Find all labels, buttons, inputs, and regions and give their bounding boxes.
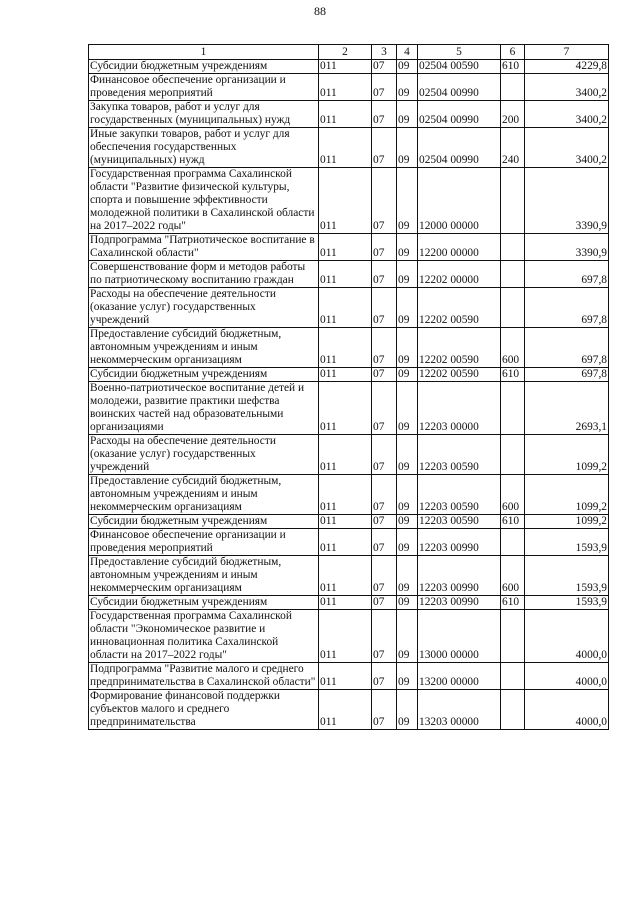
expense-type-cell: 610 [501, 596, 525, 610]
ministry-code-cell: 011 [319, 475, 372, 515]
target-article-cell: 12203 00990 [418, 596, 501, 610]
expense-type-cell [501, 610, 525, 663]
row-name-cell: Финансовое обеспечение организации и проведения мероприятий [89, 529, 319, 556]
expense-type-cell: 600 [501, 328, 525, 368]
amount-cell: 1099,2 [525, 475, 609, 515]
column-header: 7 [525, 45, 609, 60]
amount-cell: 1593,9 [525, 529, 609, 556]
table-row [89, 382, 609, 435]
section-code-cell: 07 [372, 663, 397, 690]
expense-type-cell [501, 435, 525, 475]
table-row [89, 60, 609, 74]
row-name-cell: Закупка товаров, работ и услуг для государственных (муниципальных) нужд [89, 101, 319, 128]
amount-cell: 3400,2 [525, 128, 609, 168]
table-row [89, 475, 609, 515]
row-name-cell: Иные закупки товаров, работ и услуг для обеспечения государственных (муниципальных) нужд [89, 128, 319, 168]
target-article-cell: 02504 00990 [418, 101, 501, 128]
expense-type-cell: 610 [501, 60, 525, 74]
section-code-cell: 07 [372, 610, 397, 663]
row-name-cell: Расходы на обеспечение деятельности (оказание услуг) государственных учреждений [89, 288, 319, 328]
subsection-code-cell: 09 [397, 288, 418, 328]
ministry-code-cell: 011 [319, 74, 372, 101]
ministry-code-cell: 011 [319, 610, 372, 663]
amount-cell: 3400,2 [525, 101, 609, 128]
subsection-code-cell: 09 [397, 128, 418, 168]
amount-cell: 1593,9 [525, 556, 609, 596]
target-article-cell: 12202 00590 [418, 368, 501, 382]
subsection-code-cell: 09 [397, 234, 418, 261]
subsection-code-cell: 09 [397, 556, 418, 596]
target-article-cell: 12203 00590 [418, 435, 501, 475]
row-name-cell: Субсидии бюджетным учреждениям [89, 60, 319, 74]
table-row [89, 128, 609, 168]
amount-cell: 1099,2 [525, 435, 609, 475]
ministry-code-cell: 011 [319, 435, 372, 475]
ministry-code-cell: 011 [319, 261, 372, 288]
column-header: 6 [501, 45, 525, 60]
expense-type-cell [501, 382, 525, 435]
ministry-code-cell: 011 [319, 168, 372, 234]
target-article-cell: 12203 00990 [418, 556, 501, 596]
row-name-cell: Предоставление субсидий бюджетным, автономным учреждениям и иным некоммерческим организациям [89, 328, 319, 368]
target-article-cell: 12000 00000 [418, 168, 501, 234]
expense-type-cell [501, 168, 525, 234]
subsection-code-cell: 09 [397, 515, 418, 529]
table-row [89, 368, 609, 382]
amount-cell: 4000,0 [525, 690, 609, 730]
table-row [89, 74, 609, 101]
target-article-cell: 12203 00590 [418, 475, 501, 515]
section-code-cell: 07 [372, 328, 397, 368]
subsection-code-cell: 09 [397, 435, 418, 475]
ministry-code-cell: 011 [319, 368, 372, 382]
subsection-code-cell: 09 [397, 74, 418, 101]
row-name-cell: Формирование финансовой поддержки субъектов малого и среднего предпринимательства [89, 690, 319, 730]
row-name-cell: Военно-патриотическое воспитание детей и молодежи, развитие практики шефства воинских частей над образовательными организациями [89, 382, 319, 435]
table-body [89, 60, 609, 730]
target-article-cell: 13200 00000 [418, 663, 501, 690]
row-name-cell: Совершенствование форм и методов работы по патриотическому воспитанию граждан [89, 261, 319, 288]
target-article-cell: 12203 00000 [418, 382, 501, 435]
column-header: 2 [319, 45, 372, 60]
row-name-cell: Финансовое обеспечение организации и проведения мероприятий [89, 74, 319, 101]
ministry-code-cell: 011 [319, 515, 372, 529]
ministry-code-cell: 011 [319, 60, 372, 74]
section-code-cell: 07 [372, 596, 397, 610]
expense-type-cell [501, 288, 525, 328]
table-row [89, 610, 609, 663]
expense-type-cell: 200 [501, 101, 525, 128]
target-article-cell: 12203 00590 [418, 515, 501, 529]
subsection-code-cell: 09 [397, 101, 418, 128]
target-article-cell: 13000 00000 [418, 610, 501, 663]
section-code-cell: 07 [372, 529, 397, 556]
subsection-code-cell: 09 [397, 368, 418, 382]
amount-cell: 697,8 [525, 368, 609, 382]
table-row [89, 168, 609, 234]
expense-type-cell: 610 [501, 515, 525, 529]
expense-type-cell [501, 690, 525, 730]
table-row [89, 529, 609, 556]
target-article-cell: 12203 00990 [418, 529, 501, 556]
expense-type-cell [501, 663, 525, 690]
subsection-code-cell: 09 [397, 690, 418, 730]
row-name-cell: Подпрограмма "Развитие малого и среднего предпринимательства в Сахалинской области" [89, 663, 319, 690]
section-code-cell: 07 [372, 368, 397, 382]
subsection-code-cell: 09 [397, 60, 418, 74]
section-code-cell: 07 [372, 128, 397, 168]
ministry-code-cell: 011 [319, 328, 372, 368]
ministry-code-cell: 011 [319, 101, 372, 128]
subsection-code-cell: 09 [397, 663, 418, 690]
table-row [89, 596, 609, 610]
amount-cell: 1593,9 [525, 596, 609, 610]
section-code-cell: 07 [372, 74, 397, 101]
section-code-cell: 07 [372, 475, 397, 515]
subsection-code-cell: 09 [397, 596, 418, 610]
section-code-cell: 07 [372, 60, 397, 74]
ministry-code-cell: 011 [319, 663, 372, 690]
expense-type-cell: 600 [501, 556, 525, 596]
section-code-cell: 07 [372, 435, 397, 475]
row-name-cell: Предоставление субсидий бюджетным, автономным учреждениям и иным некоммерческим организациям [89, 556, 319, 596]
expense-type-cell [501, 234, 525, 261]
section-code-cell: 07 [372, 515, 397, 529]
table-row [89, 288, 609, 328]
table-row [89, 663, 609, 690]
subsection-code-cell: 09 [397, 328, 418, 368]
amount-cell: 3390,9 [525, 168, 609, 234]
row-name-cell: Государственная программа Сахалинской области "Развитие физической культуры, спорта и повышение эффективности молодежной политики в Сахалинской области на 2017–2022 годы" [89, 168, 319, 234]
target-article-cell: 02504 00590 [418, 60, 501, 74]
header-row [89, 45, 609, 60]
amount-cell: 3400,2 [525, 74, 609, 101]
amount-cell: 4000,0 [525, 610, 609, 663]
amount-cell: 697,8 [525, 288, 609, 328]
section-code-cell: 07 [372, 261, 397, 288]
section-code-cell: 07 [372, 288, 397, 328]
subsection-code-cell: 09 [397, 382, 418, 435]
target-article-cell: 02504 00990 [418, 128, 501, 168]
subsection-code-cell: 09 [397, 529, 418, 556]
ministry-code-cell: 011 [319, 382, 372, 435]
target-article-cell: 12202 00590 [418, 288, 501, 328]
row-name-cell: Субсидии бюджетным учреждениям [89, 368, 319, 382]
table-row [89, 435, 609, 475]
target-article-cell: 02504 00990 [418, 74, 501, 101]
column-header: 3 [372, 45, 397, 60]
section-code-cell: 07 [372, 101, 397, 128]
row-name-cell: Государственная программа Сахалинской области "Экономическое развитие и инновационная политика Сахалинской области на 2017–2022 годы" [89, 610, 319, 663]
table-row [89, 328, 609, 368]
expense-type-cell: 610 [501, 368, 525, 382]
budget-table [88, 44, 609, 730]
amount-cell: 4000,0 [525, 663, 609, 690]
table-row [89, 261, 609, 288]
column-header: 1 [89, 45, 319, 60]
row-name-cell: Субсидии бюджетным учреждениям [89, 515, 319, 529]
amount-cell: 697,8 [525, 261, 609, 288]
subsection-code-cell: 09 [397, 168, 418, 234]
row-name-cell: Расходы на обеспечение деятельности (оказание услуг) государственных учреждений [89, 435, 319, 475]
row-name-cell: Субсидии бюджетным учреждениям [89, 596, 319, 610]
section-code-cell: 07 [372, 382, 397, 435]
ministry-code-cell: 011 [319, 234, 372, 261]
ministry-code-cell: 011 [319, 556, 372, 596]
target-article-cell: 12202 00590 [418, 328, 501, 368]
target-article-cell: 12200 00000 [418, 234, 501, 261]
page-number: 88 [314, 4, 326, 18]
row-name-cell: Подпрограмма "Патриотическое воспитание в Сахалинской области" [89, 234, 319, 261]
column-header: 4 [397, 45, 418, 60]
section-code-cell: 07 [372, 690, 397, 730]
table-row [89, 101, 609, 128]
section-code-cell: 07 [372, 556, 397, 596]
amount-cell: 4229,8 [525, 60, 609, 74]
expense-type-cell [501, 74, 525, 101]
ministry-code-cell: 011 [319, 529, 372, 556]
subsection-code-cell: 09 [397, 261, 418, 288]
ministry-code-cell: 011 [319, 128, 372, 168]
table-row [89, 515, 609, 529]
ministry-code-cell: 011 [319, 596, 372, 610]
table-row [89, 556, 609, 596]
row-name-cell: Предоставление субсидий бюджетным, автономным учреждениям и иным некоммерческим организациям [89, 475, 319, 515]
expense-type-cell: 600 [501, 475, 525, 515]
amount-cell: 2693,1 [525, 382, 609, 435]
expense-type-cell: 240 [501, 128, 525, 168]
column-header: 5 [418, 45, 501, 60]
subsection-code-cell: 09 [397, 475, 418, 515]
amount-cell: 3390,9 [525, 234, 609, 261]
ministry-code-cell: 011 [319, 288, 372, 328]
expense-type-cell [501, 261, 525, 288]
amount-cell: 1099,2 [525, 515, 609, 529]
expense-type-cell [501, 529, 525, 556]
section-code-cell: 07 [372, 168, 397, 234]
table-row [89, 234, 609, 261]
target-article-cell: 13203 00000 [418, 690, 501, 730]
amount-cell: 697,8 [525, 328, 609, 368]
ministry-code-cell: 011 [319, 690, 372, 730]
subsection-code-cell: 09 [397, 610, 418, 663]
table-row [89, 690, 609, 730]
section-code-cell: 07 [372, 234, 397, 261]
target-article-cell: 12202 00000 [418, 261, 501, 288]
